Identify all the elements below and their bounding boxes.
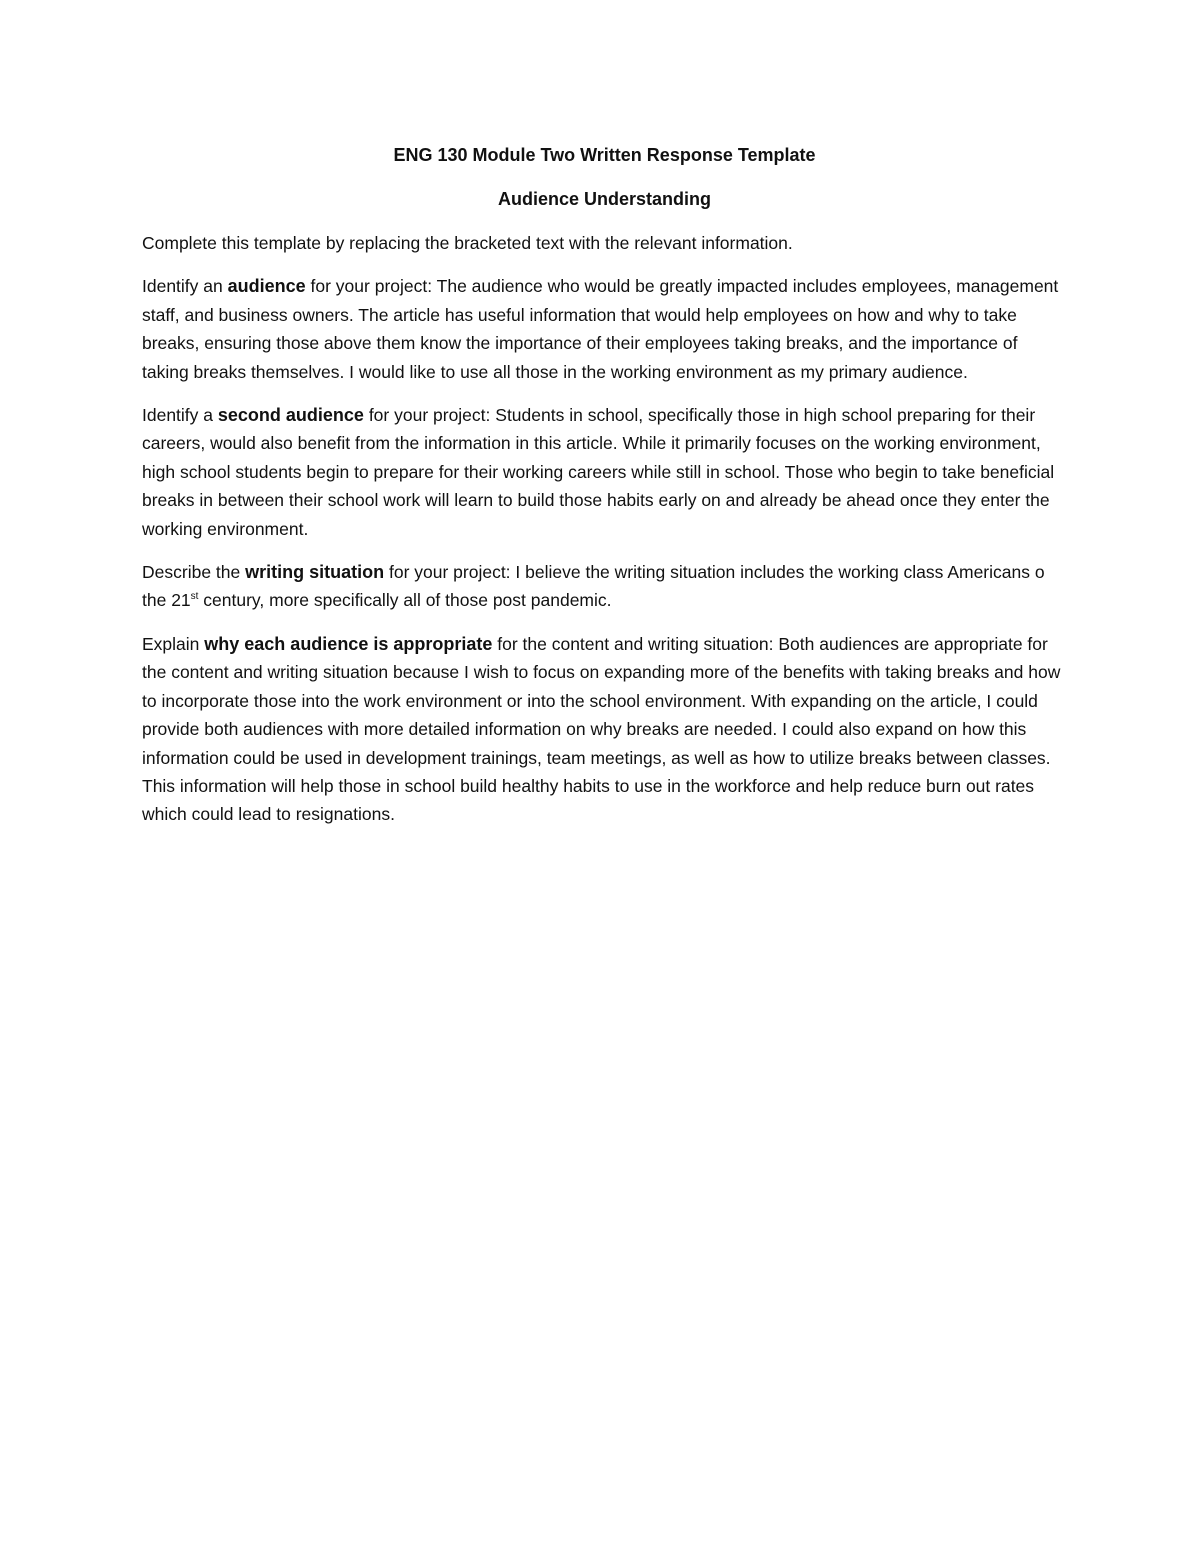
prompt-tail: for the content and writing situation: [492, 633, 779, 654]
prompt-keyword: why each audience is appropriate [204, 633, 493, 654]
ordinal-superscript: st [190, 591, 199, 603]
prompt-lead: Identify a [142, 405, 218, 426]
prompt-keyword: audience [227, 276, 306, 297]
intro-paragraph: Complete this template by replacing the bracketed text with the relevant information. [142, 233, 793, 253]
prompt-lead: Identify an [142, 276, 228, 297]
audience-paragraph [142, 272, 1067, 386]
response-text: I believe the writing situation includes the working class Americans o the 21 [142, 562, 1045, 611]
prompt-lead: Describe the [142, 562, 246, 583]
document-body [142, 141, 1067, 844]
response-text: The audience who would be greatly impacted includes employees, management staff, and business owners. The article has useful information that would help employees on how and why to take breaks, ensuring those above them know the importance of their employees taking breaks, and the importance of taking breaks themselves. I would like to use all those in the working environment as my primary audience. [142, 276, 1059, 382]
document-title: ENG 130 Module Two Written Response Template [393, 145, 816, 165]
response-text: Students in school, specifically those in high school preparing for their careers, would also benefit from the information in this article. While it primarily focuses on the working environment, high school students begin to prepare for their working careers while still in school. Those who begin to take beneficial breaks in between their school work will learn to build those habits early on and already be ahead once they enter the working environment. [142, 405, 1055, 539]
response-text-continued: century, more specifically all of those post pandemic. [198, 590, 612, 611]
prompt-tail: for your project: [363, 405, 496, 426]
prompt-keyword: second audience [217, 405, 364, 426]
prompt-tail: for your project: [305, 276, 437, 297]
prompt-keyword: writing situation [245, 562, 385, 583]
second-audience-paragraph [142, 401, 1067, 543]
prompt-lead: Explain [142, 633, 205, 654]
audience-appropriateness-paragraph [142, 630, 1067, 829]
response-text: Both audiences are appropriate for the content and writing situation because I wish to focus on expanding more of the benefits with taking breaks and how to incorporate those into the work environment or into the school environment. With expanding on the article, I could provide both audiences with more detailed information on why breaks are needed. I could also expand on how this information could be used in development trainings, team meetings, as well as how to utilize breaks between classes. This information will help those in school build healthy habits to use in the workforce and help reduce burn out rates which could lead to resignations. [142, 633, 1061, 825]
writing-situation-paragraph [142, 558, 1067, 615]
prompt-tail: for your project: [384, 562, 516, 583]
document-subtitle: Audience Understanding [497, 189, 712, 209]
